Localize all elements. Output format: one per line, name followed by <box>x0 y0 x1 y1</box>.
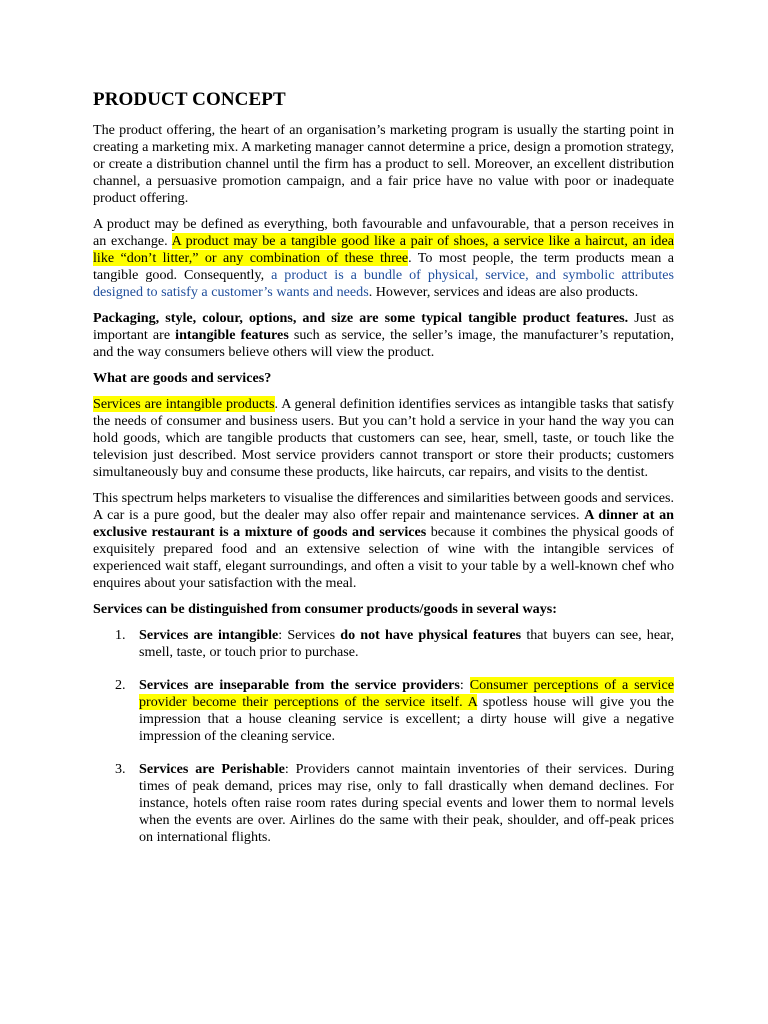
paragraph-product-features <box>93 310 674 361</box>
text-span: spotless house will give you the impression that a house cleaning service is excellent; a dirty house will give a negative impression of the cleaning service. <box>139 694 674 744</box>
bold-text: do not have physical features <box>340 627 522 643</box>
text-span: that buyers can see, hear, smell, taste, or touch prior to purchase. <box>139 627 674 660</box>
page-title: PRODUCT CONCEPT <box>93 89 286 110</box>
bold-text: Services are intangible <box>139 627 279 643</box>
list-item <box>93 627 674 661</box>
text-span: because it combines the physical goods of exquisitely prepared food and an extensive selection of wine with the intangible services of experienced wait staff, elegant surroundings, and often a visit to your table by a well-known chef who enquires about your satisfaction with the meal. <box>93 524 674 591</box>
bold-text: A dinner at an exclusive restaurant is a mixture of goods and services <box>93 507 674 540</box>
paragraph-services-intangible <box>93 396 674 481</box>
paragraph-product-offering: The product offering, the heart of an organisation’s marketing program is usually the starting point in creating a marketing mix. A marketing manager cannot determine a price, design a promotion strategy, or create a distribution channel until the firm has a product to sell. Moreover, an excellent distribution channel, a persuasive promotion campaign, and a fair price have no value with poor or inadequate product offering. <box>93 122 674 206</box>
bold-text: Services are inseparable from the service providers <box>139 677 460 693</box>
document-page <box>93 88 674 862</box>
text-span: : <box>459 677 470 693</box>
highlighted-text: Consumer perceptions of a service provider become their perceptions of the service itself. A <box>139 677 674 710</box>
list-item <box>93 677 674 745</box>
highlighted-text: Services are intangible products <box>93 396 275 412</box>
bold-text: Services are Perishable <box>139 761 285 777</box>
list-number: 3. <box>115 761 126 777</box>
bold-text: Packaging, style, colour, options, and size are some typical tangible product features. <box>93 310 629 326</box>
bold-heading: Services can be distinguished from consumer products/goods in several ways: <box>93 601 557 617</box>
list-number: 1. <box>115 627 126 643</box>
bold-heading: What are goods and services? <box>93 370 272 386</box>
bold-text: intangible features <box>175 327 289 343</box>
heading-services-distinguished <box>93 601 674 618</box>
text-span: . To most people, the term products mean a tangible good. Consequently, <box>93 250 674 283</box>
text-span: . However, services and ideas are also products. <box>368 284 639 300</box>
heading-goods-services <box>93 370 674 387</box>
paragraph-spectrum <box>93 490 674 592</box>
list-number: 2. <box>115 677 126 693</box>
text-span: such as service, the seller’s image, the manufacturer’s reputation, and the way consumers believe others will view the product. <box>93 327 674 360</box>
text-span: : Services <box>278 627 341 643</box>
paragraph-product-definition <box>93 216 674 301</box>
text-span: . A general definition identifies services as intangible tasks that satisfy the needs of consumer and business users. But you can’t hold a service in your hand the way you can hold goods, which are tangible products that customers can see, hear, smell, taste, or touch like the television just described. Most service providers cannot transport or store their products; customers simultaneously buy and consume these products, like haircuts, car repairs, and visits to the dentist. <box>93 396 674 480</box>
highlighted-text: A product may be a tangible good like a pair of shoes, a service like a haircut, an idea like “don’t litter,” or any combination of these three <box>93 233 674 266</box>
services-list <box>93 627 674 846</box>
text-span: Just as important are <box>93 310 674 343</box>
text-span: This spectrum helps marketers to visualise the differences and similarities between goods and services. A car is a pure good, but the dealer may also offer repair and maintenance services. <box>93 490 674 523</box>
blue-text: a product is a bundle of physical, service, and symbolic attributes designed to satisfy a customer’s wants and needs <box>93 267 674 300</box>
text-span: : Providers cannot maintain inventories of their services. During times of peak demand, prices may rise, only to fall drastically when demand declines. For instance, hotels often raise room rates during special events and lower them to normal levels when the events are over. Airlines do the same with their peak, shoulder, and off-peak prices on international flights. <box>139 761 674 845</box>
list-item <box>93 761 674 846</box>
text-span: A product may be defined as everything, both favourable and unfavourable, that a person receives in an exchange. <box>93 216 674 249</box>
